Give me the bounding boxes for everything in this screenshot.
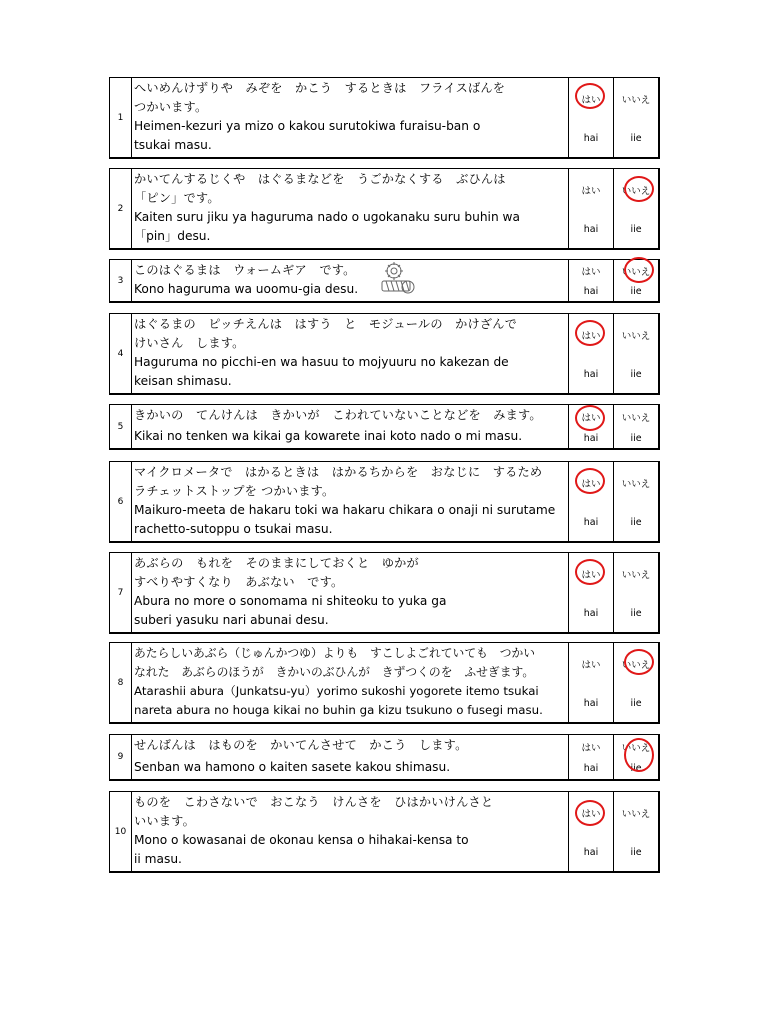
iie-japanese: いいえ [621,478,651,490]
hai-romaji: hai [583,132,599,144]
question-romaji: Maikuro-meeta de hakaru toki wa hakaru chikara o onaji ni surutame rachetto-sutoppu o tsukai masu. [134,503,556,536]
hai-romaji: hai [583,607,599,619]
answer-iie[interactable] [614,792,658,871]
answer-circle [575,83,605,109]
question-romaji: Kaiten suru jiku ya haguruma nado o ugokanaku suru buhin wa 「pin」desu. [134,210,520,243]
question-row [109,313,660,395]
hai-romaji: hai [583,763,599,775]
question-row [109,259,660,303]
answer-circle [575,320,605,346]
iie-japanese: いいえ [621,808,651,820]
hai-japanese: はい [581,569,601,581]
answer-iie[interactable] [614,553,658,632]
question-text [132,643,568,722]
question-romaji: Atarashii abura（Junkatsu-yu）yorimo sukoshi yogorete itemo tsukai nareta abura no houga kikai no buhin ga kizu tsukuno o fusegi masu. [134,684,543,717]
hai-japanese: はい [581,808,601,820]
worm-gear-image [380,261,416,299]
question-japanese: へいめんけずりや みぞを かこう するときは フライスばんを つかいます。 [134,81,506,114]
question-romaji: Mono o kowasanai de okonau kensa o hihakai-kensa to ii masu. [134,833,469,866]
question-number: 3 [110,260,132,301]
question-number: 5 [110,405,132,448]
answer-circle [575,468,605,494]
answer-iie[interactable] [614,462,658,541]
question-row [109,734,660,781]
iie-japanese: いいえ [621,569,651,581]
hai-romaji: hai [583,697,599,709]
iie-japanese: いいえ [621,742,651,754]
answer-hai[interactable] [568,643,614,722]
answer-circle [575,405,605,431]
question-number: 6 [110,462,132,541]
hai-japanese: はい [581,185,601,197]
question-row [109,77,660,159]
iie-romaji: iie [630,132,642,144]
answer-hai[interactable] [568,260,614,301]
hai-romaji: hai [583,223,599,235]
question-number: 1 [110,78,132,157]
hai-romaji: hai [583,846,599,858]
iie-romaji: iie [630,607,642,619]
hai-romaji: hai [583,368,599,380]
question-text [132,169,570,248]
question-number: 9 [110,735,132,779]
question-japanese: きかいの てんけんは きかいが こわれていないことなどを みます。 [134,408,542,422]
question-row [109,552,660,634]
iie-romaji: iie [630,432,642,444]
iie-japanese: いいえ [621,659,651,671]
iie-japanese: いいえ [621,412,651,424]
question-japanese: はぐるまの ピッチえんは はすう と モジュールの かけざんで けいさん します。 [134,317,518,350]
question-number: 2 [110,169,132,248]
question-romaji: Senban wa hamono o kaiten sasete kakou shimasu. [134,760,451,774]
question-japanese: このはぐるまは ウォームギア です。 [134,263,356,277]
iie-romaji: iie [630,516,642,528]
hai-romaji: hai [583,516,599,528]
iie-japanese: いいえ [621,330,651,342]
question-romaji: Heimen-kezuri ya mizo o kakou surutokiwa furaisu-ban o tsukai masu. [134,119,481,152]
question-text [132,553,570,632]
answer-circle [621,176,654,202]
iie-japanese: いいえ [621,94,651,106]
iie-romaji: iie [630,763,642,775]
question-row [109,461,660,543]
hai-japanese: はい [581,478,601,490]
question-row [109,404,660,450]
question-romaji: Haguruma no picchi-en wa hasuu to mojyuuru no kakezan de keisan shimasu. [134,355,509,388]
question-text [132,735,570,779]
question-japanese: かいてんするじくや はぐるまなどを うごかなくする ぶひんは 「ピン」です。 [134,172,506,205]
question-romaji: Kono haguruma wa uoomu-gia desu. [134,282,359,296]
question-japanese: あたらしいあぶら（じゅんかつゆ）よりも すこしよごれていても つかい なれた あぶらのほうが きかいのぶひんが きずつくのを ふせぎます。 [134,646,536,679]
answer-hai[interactable] [568,735,614,779]
iie-japanese: いいえ [621,185,651,197]
answer-iie[interactable] [614,405,658,448]
answer-circle [621,257,654,283]
answer-iie[interactable] [614,78,658,157]
hai-japanese: はい [581,742,601,754]
hai-japanese: はい [581,267,601,278]
question-number: 4 [110,314,132,393]
iie-romaji: iie [630,697,642,709]
hai-japanese: はい [581,659,601,671]
hai-romaji: hai [583,432,599,444]
iie-romaji: iie [630,286,642,297]
answer-circle [575,800,605,826]
iie-japanese: いいえ [621,267,651,278]
answer-hai[interactable] [568,169,614,248]
hai-japanese: はい [581,330,601,342]
question-text [132,405,570,448]
answer-iie[interactable] [614,314,658,393]
question-row [109,791,660,873]
iie-romaji: iie [630,846,642,858]
question-japanese: あぶらの もれを そのままにしておくと ゆかが すべりやすくなり あぶない です。 [134,556,419,589]
iie-romaji: iie [630,368,642,380]
question-number: 7 [110,553,132,632]
question-number: 10 [110,792,132,871]
question-text [132,260,570,301]
answer-circle [575,559,605,585]
question-text [132,314,570,393]
question-row [109,168,660,250]
iie-romaji: iie [630,223,642,235]
answer-circle [621,738,654,775]
answer-circle [621,649,654,675]
question-romaji: Kikai no tenken wa kikai ga kowarete inai koto nado o mi masu. [134,429,523,443]
hai-romaji: hai [583,286,599,297]
question-text [132,792,570,871]
question-japanese: ものを こわさないで おこなう けんさを ひはかいけんさと いいます。 [134,795,494,828]
hai-japanese: はい [581,94,601,106]
question-japanese: マイクロメータで はかるときは はかるちからを おなじに するため ラチェットストップを つかいます。 [134,465,543,498]
question-text [132,78,570,157]
question-text [132,462,570,541]
question-row [109,642,660,724]
question-japanese: せんばんは はものを かいてんさせて かこう します。 [134,738,468,752]
hai-japanese: はい [581,412,601,424]
question-number: 8 [110,643,132,722]
question-romaji: Abura no more o sonomama ni shiteoku to yuka ga suberi yasuku nari abunai desu. [134,594,447,627]
